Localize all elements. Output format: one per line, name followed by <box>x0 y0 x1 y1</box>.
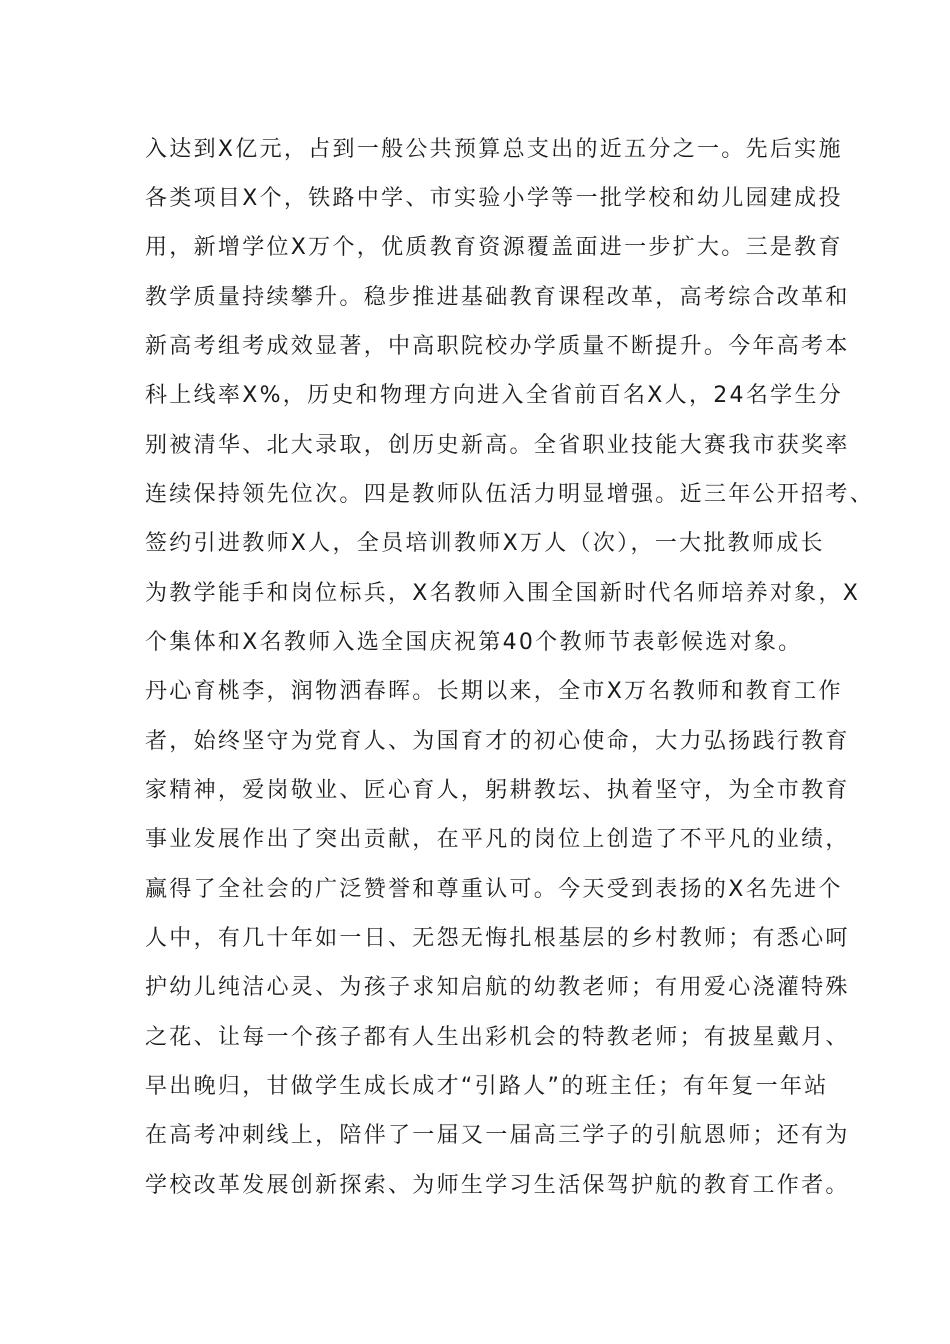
text-line: 者，始终坚守为党育人、为国育才的初心使命，大力弘扬践行教育 <box>145 729 850 754</box>
text-line: 签约引进教师X人，全员培训教师X万人（次），一大批教师成长 <box>145 531 825 556</box>
text-line: 连续保持领先位次。四是教师队伍活力明显增强。近三年公开招考、 <box>145 482 875 507</box>
text-line: 入达到X亿元，占到一般公共预算总支出的近五分之一。先后实施 <box>145 137 843 162</box>
text-line: 用，新增学位X万个，优质教育资源覆盖面进一步扩大。三是教育 <box>145 235 843 260</box>
text-line: 赢得了全社会的广泛赞誉和尊重认可。今天受到表扬的X名先进个 <box>145 877 843 902</box>
text-line: 人中，有几十年如一日、无怨无悔扎根基层的乡村教师；有悉心呵 <box>145 926 850 951</box>
text-line: 个集体和X名教师入选全国庆祝第40个教师节表彰候选对象。 <box>145 630 803 655</box>
text-line: 教学质量持续攀升。稳步推进基础教育课程改革，高考综合改革和 <box>145 285 850 310</box>
text-line: 新高考组考成效显著，中高职院校办学质量不断提升。今年高考本 <box>145 334 850 359</box>
text-line: 为教学能手和岗位标兵，X名教师入围全国新时代名师培养对象，X <box>145 581 861 606</box>
text-line: 别被清华、北大录取，创历史新高。全省职业技能大赛我市获奖率 <box>145 433 850 458</box>
text-line: 护幼儿纯洁心灵、为孩子求知启航的幼教老师；有用爱心浇灌特殊 <box>145 975 850 1000</box>
text-line: 之花、让每一个孩子都有人生出彩机会的特教老师；有披星戴月、 <box>145 1025 850 1050</box>
text-line: 事业发展作出了突出贡献，在平凡的岗位上创造了不平凡的业绩， <box>145 827 850 852</box>
text-line: 各类项目X个，铁路中学、市实验小学等一批学校和幼儿园建成投 <box>145 186 843 211</box>
text-line: 早出晚归，甘做学生成长成才“引路人”的班主任；有年复一年站 <box>145 1074 829 1099</box>
text-line: 丹心育桃李，润物洒春晖。长期以来，全市X万名教师和教育工作 <box>145 679 843 704</box>
text-line: 家精神，爱岗敬业、匠心育人，躬耕教坛、执着坚守，为全市教育 <box>145 778 850 803</box>
text-line: 在高考冲刺线上，陪伴了一届又一届高三学子的引航恩师；还有为 <box>145 1123 850 1148</box>
text-line: 科上线率X%，历史和物理方向进入全省前百名X人，24名学生分 <box>145 383 844 408</box>
text-line: 学校改革发展创新探索、为师生学习生活保驾护航的教育工作者。 <box>145 1173 850 1198</box>
